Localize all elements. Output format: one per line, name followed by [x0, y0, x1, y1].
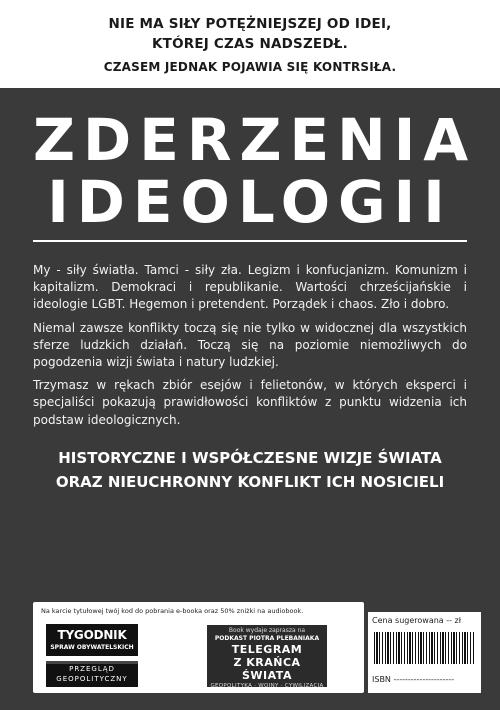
telegram-podcast-name: PODKAST PIOTRA PLEBANIAKA [214, 635, 320, 642]
price-box [368, 612, 481, 693]
tygodnik-logo [46, 624, 138, 656]
title-line-1: ZDERZENIA [33, 106, 477, 174]
promo-note: Na karcie tytułowej twój kod do pobrania e-booka oraz 50% zniżki na audiobook. [41, 607, 304, 615]
telegram-tagline: GEOPOLITYKA · WOJNY · CYWILIZACJA [210, 683, 324, 689]
przeglad-line-2: GEOPOLITYCZNY [56, 675, 128, 683]
przeglad-line-1: PRZEGLĄD [69, 665, 115, 673]
top-banner [0, 0, 500, 88]
przeglad-logo [46, 661, 138, 687]
blurb-paragraph-1: My - siły światła. Tamci - siły zła. Legizm i konfucjanizm. Komunizm i kapitalizm. Demokraci i republikanie. Wartości chrześcijańskie i ideologie LGBT. Hegemon i pretendent. Porządek i chaos. Zło i dobro. [33, 263, 467, 312]
price-label: Cena sugerowana -- zł [372, 616, 462, 625]
blurb-text [33, 262, 467, 435]
blurb-paragraph-2: Niemal zawsze konflikty toczą się nie tylko w widocznej dla wszystkich sferze ludzkich działań. Toczą się na poziomie niemożliwych do pogodzenia wizji świata i natury ludzkiej. [33, 320, 467, 370]
slogan-line-2: ORAZ NIEUCHRONNY KONFLIKT ICH NOSICIELI [55, 473, 445, 491]
telegram-intro: Book wydaje zaprasza na [228, 627, 306, 634]
blurb-paragraph-3: Trzymasz w rękach zbiór esejów i felietonów, w których eksperci i specjaliści pokazują prawidłowości konfliktów z punktu widzenia ich podstaw ideologicznych. [33, 378, 467, 427]
banner-line-3: CZASEM JEDNAK POJAWIA SIĘ KONTRSIŁA. [103, 60, 397, 74]
isbn-label: ISBN --------------------- [372, 675, 455, 684]
slogan-line-1: HISTORYCZNE I WSPÓŁCZESNE WIZJE ŚWIATA [58, 449, 442, 467]
title-divider [33, 240, 467, 242]
telegram-title-2: Z KRAŃCA ŚWIATA [233, 656, 301, 682]
telegram-podcast-logo [207, 625, 327, 687]
banner-line-2: KTÓREJ CZAS NADSZEDŁ. [152, 36, 348, 52]
banner-line-1: NIE MA SIŁY POTĘŻNIEJSZEJ OD IDEI, [108, 16, 392, 32]
barcode [374, 632, 474, 664]
promo-box [33, 602, 364, 693]
tygodnik-title: TYGODNIK [57, 628, 127, 642]
slogan [20, 446, 480, 494]
telegram-title-1: TELEGRAM [231, 643, 303, 656]
tygodnik-subtitle: SPRAW OBYWATELSKICH [50, 644, 134, 651]
title-line-2: IDEOLOGII [47, 168, 453, 236]
